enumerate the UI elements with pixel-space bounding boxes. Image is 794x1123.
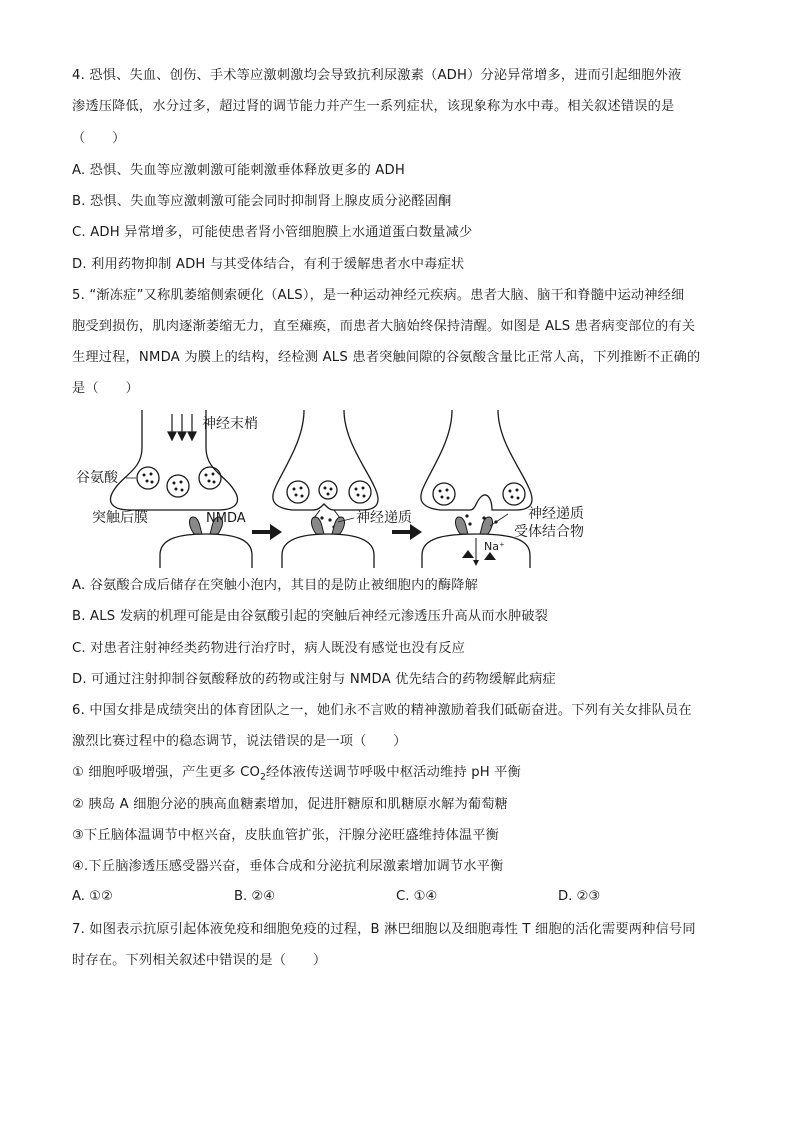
q6-stem-line2: 激烈比赛过程中的稳态调节，说法错误的是一项（ ） [72, 734, 407, 749]
q6-statement-3: ③下丘脑体温调节中枢兴奋，皮肤血管扩张，汗腺分泌旺盛维持体温平衡 [72, 828, 500, 843]
q5-stem-line3: 生理过程，NMDA 为膜上的结构，经检测 ALS 患者突触间隙的谷氨酸含量比正常人高，下列推断不正确的 [72, 350, 701, 365]
label-neurotransmitter: 神经递质 [356, 510, 412, 526]
q5-stem-line4: 是（ ） [72, 381, 139, 396]
q6-option-d: D. ②③ [558, 889, 601, 904]
q5-stem-line1: 5. “渐冻症”又称肌萎缩侧索硬化（ALS），是一种运动神经元疾病。患者大脑、脑干和脊髓中运动神经细 [72, 288, 685, 303]
label-glutamate: 谷氨酸 [76, 470, 118, 486]
q5-option-d: D. 可通过注射抑制谷氨酸释放的药物或注射与 NMDA 优先结合的药物缓解此病症 [72, 672, 556, 687]
q7-stem-line1: 7. 如图表示抗原引起体液免疫和细胞免疫的过程，B 淋巴细胞以及细胞毒性 T 细胞的活化需要两种信号同 [72, 922, 696, 937]
q6-stem-line1: 6. 中国女排是成绩突出的体育团队之一，她们永不言败的精神激励着我们砥砺奋进。下列有关女排队员在 [72, 703, 692, 718]
q6-statement-1-part1: ① 细胞呼吸增强，产生更多 CO [72, 765, 261, 780]
q4-stem-line1: 4. 恐惧、失血、创伤、手术等应激刺激均会导致抗利尿激素（ADH）分泌异常增多，进而引起细胞外液 [72, 68, 682, 83]
q6-option-c: C. ①④ [396, 889, 438, 904]
label-complex-line2: 受体结合物 [514, 524, 584, 540]
q5-option-c: C. 对患者注射神经类药物进行治疗时，病人既没有感觉也没有反应 [72, 641, 466, 656]
q4-option-c: C. ADH 异常增多，可能使患者肾小管细胞膜上水通道蛋白数量减少 [72, 225, 473, 240]
q5-option-a: A. 谷氨酸合成后储存在突触小泡内，其目的是防止被细胞内的酶降解 [72, 578, 479, 593]
q6-statement-1-subscript: 2 [260, 772, 266, 783]
q6-statement-2: ② 胰岛 A 细胞分泌的胰高血糖素增加，促进肝糖原和肌糖原水解为葡萄糖 [72, 797, 509, 812]
q7-stem-line2: 时存在。下列相关叙述中错误的是（ ） [72, 953, 327, 968]
label-nerve-ending: 神经末梢 [202, 416, 258, 432]
q4-option-a: A. 恐惧、失血等应激刺激可能刺激垂体释放更多的 ADH [72, 163, 405, 178]
q4-answer-blank: （ ） [72, 131, 126, 146]
label-nmda: NMDA [206, 511, 246, 526]
label-sodium-ion: Na⁺ [484, 540, 505, 553]
label-complex-line1: 神经递质 [528, 506, 584, 522]
q6-statement-1-part2: 经体液传送调节呼吸中枢活动维持 pH 平衡 [266, 765, 522, 780]
q5-stem-line2: 胞受到损伤，肌肉逐渐萎缩无力，直至瘫痪，而患者大脑始终保持清醒。如图是 ALS 患者病变部位的有关 [72, 319, 696, 334]
q6-option-a: A. ①② [72, 889, 113, 904]
q4-stem-line2: 渗透压降低，水分过多，超过肾的调节能力并产生一系列症状，该现象称为水中毒。相关叙述错误的是 [72, 99, 675, 114]
q6-statement-1 [72, 764, 521, 787]
q5-option-b: B. ALS 发病的机理可能是由谷氨酸引起的突触后神经元渗透压升高从而水肿破裂 [72, 609, 549, 624]
q6-option-b: B. ②④ [234, 889, 276, 904]
q4-option-b: B. 恐惧、失血等应激刺激可能会同时抑制肾上腺皮质分泌醛固酮 [72, 194, 452, 209]
q6-options-row [72, 889, 722, 907]
label-postsynaptic-membrane: 突触后膜 [92, 510, 148, 526]
synapse-diagram [72, 410, 632, 568]
q6-statement-4: ④.下丘脑渗透压感受器兴奋，垂体合成和分泌抗利尿激素增加调节水平衡 [72, 859, 504, 874]
q4-option-d: D. 利用药物抑制 ADH 与其受体结合，有利于缓解患者水中毒症状 [72, 257, 465, 272]
